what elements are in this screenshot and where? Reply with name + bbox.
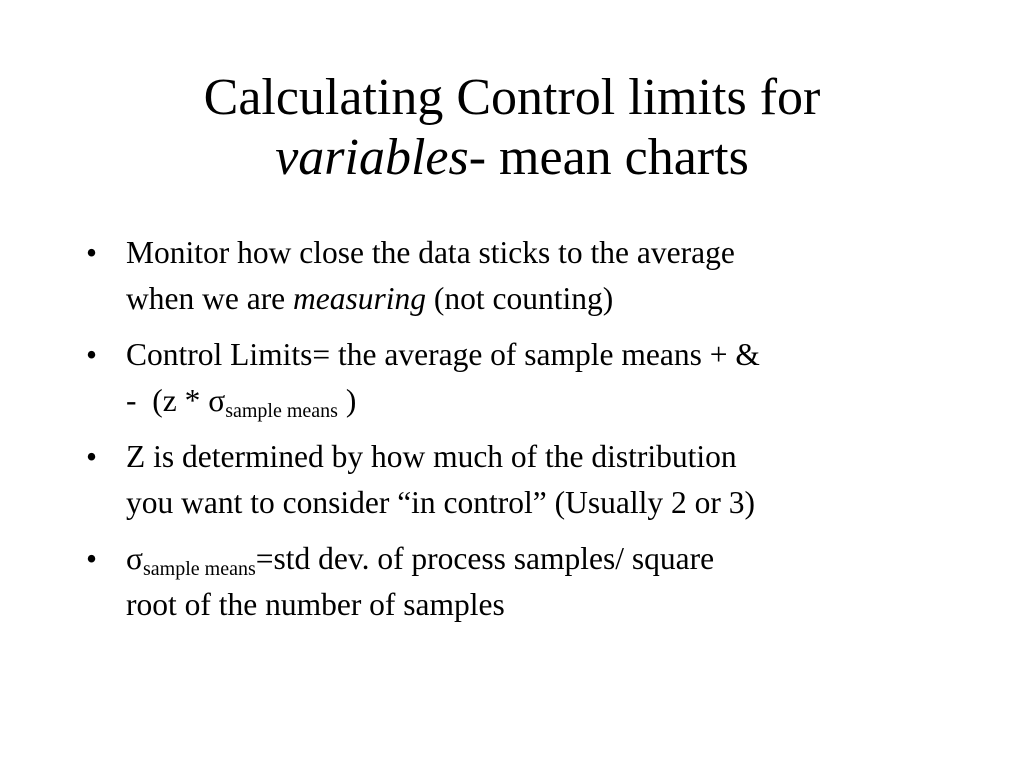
bullet-icon: • bbox=[86, 337, 98, 372]
bullet-icon: • bbox=[86, 541, 98, 576]
bullet-1-italic-word: measuring bbox=[293, 281, 427, 316]
bullet-2-text-pre: - (z * bbox=[126, 383, 209, 418]
bullet-1-text-pre: when we are bbox=[126, 281, 294, 316]
bullet-4-text-post: =std dev. of process samples/ square bbox=[255, 541, 715, 576]
bullet-3-line-1: Z is determined by how much of the distribution bbox=[126, 439, 737, 474]
bullet-2-line-1: Control Limits= the average of sample means + & bbox=[126, 337, 760, 372]
bullet-2-line-2 bbox=[126, 378, 946, 424]
bullet-4-line-1 bbox=[126, 536, 946, 582]
bullet-1-text-post: (not counting) bbox=[426, 281, 614, 316]
title-italic-word: variables bbox=[275, 129, 469, 186]
sigma-subscript: sample means bbox=[225, 400, 338, 422]
sigma-symbol: σ bbox=[126, 541, 143, 576]
title-line-1: Calculating Control limits for bbox=[203, 69, 821, 126]
bullet-3-line-2: you want to consider “in control” (Usually 2 or 3) bbox=[126, 485, 755, 520]
bullet-item-2 bbox=[86, 332, 946, 424]
title-line-2-rest: - mean charts bbox=[468, 129, 749, 186]
sigma-symbol: σ bbox=[208, 383, 226, 418]
title-line-2 bbox=[0, 128, 1024, 188]
bullet-item-4 bbox=[86, 536, 946, 628]
bullet-item-3 bbox=[86, 434, 946, 526]
bullet-1-line-2 bbox=[126, 276, 946, 322]
bullet-1-line-1: Monitor how close the data sticks to the average bbox=[126, 235, 735, 270]
bullet-icon: • bbox=[86, 439, 98, 474]
sigma-subscript: sample means bbox=[142, 558, 256, 580]
bullet-list bbox=[86, 230, 946, 638]
bullet-icon: • bbox=[86, 235, 98, 270]
slide-title bbox=[0, 68, 1024, 188]
bullet-2-text-post: ) bbox=[337, 383, 357, 418]
bullet-item-1 bbox=[86, 230, 946, 322]
bullet-4-line-2: root of the number of samples bbox=[126, 587, 505, 622]
